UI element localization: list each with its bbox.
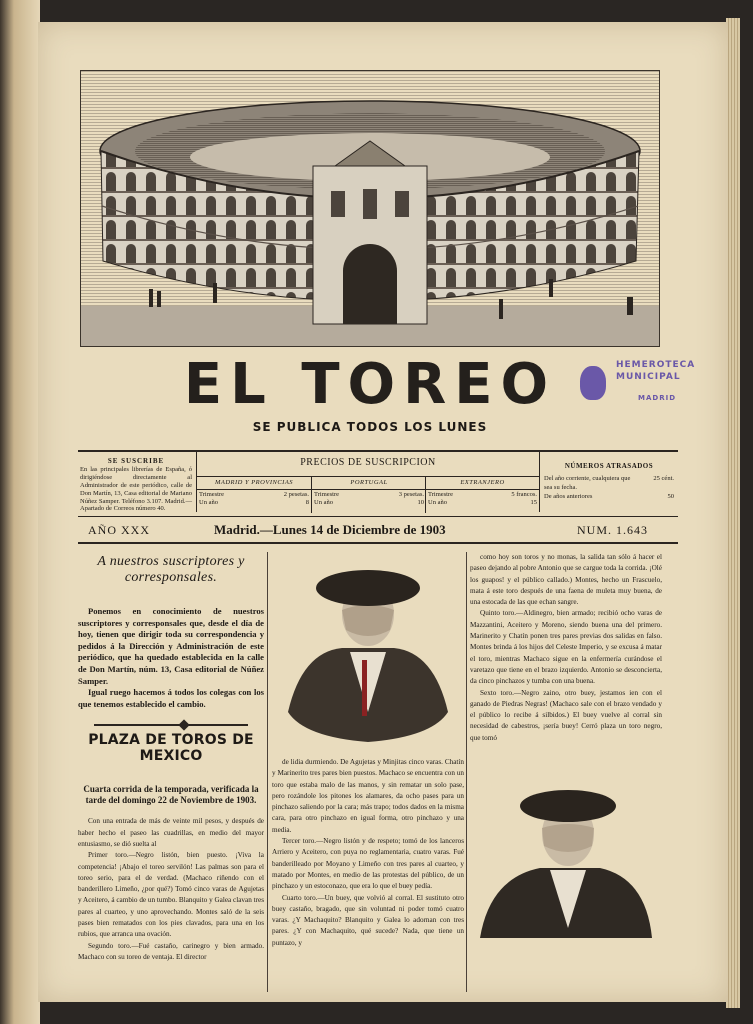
back-issues-label: De años anteriores <box>544 492 593 500</box>
article-paragraph: Segundo toro.—Fué castaño, carinegro y bien armado. Machaco con su toreo de ventaja. El director <box>78 941 264 961</box>
newspaper-subtitle: SE PUBLICA TODOS LOS LUNES <box>252 420 488 434</box>
notice-text: Ponemos en conocimiento de nuestros suscriptores y corresponsales que, desde el día de hoy, tienen que dirigir toda su correspondencia y pedidos á la Dirección y Administración de este periódico, que ha quedado establecida en la calle de Don Martín, núm. 13, Casa editorial de Núñez Samper. <box>78 606 264 686</box>
article-paragraph: Sexto toro.—Negro zaino, otro buey, jestamos ien con el ganado de Piedras Negras! (Machaco sale con el brazo vendado y el público lo recibe á silbidos.) El buey vuelve al corral sin necesidad de cabestros, ¡sería buey! Cerró plaza un toro negro, que tomó <box>470 688 662 742</box>
price-row-value: 8 <box>305 499 309 506</box>
price-column-portugal <box>311 476 426 513</box>
section-divider <box>94 724 248 726</box>
seal-icon <box>580 366 606 400</box>
price-table-heading: PRECIOS DE SUSCRIPCION <box>300 457 436 468</box>
dateline <box>78 520 678 544</box>
newspaper-title: EL TOREO <box>183 352 557 417</box>
price-column-extranjero <box>425 476 539 513</box>
library-stamp <box>578 358 698 408</box>
subscription-text: En las principales librerías de España, ó dirigiéndose directamente al Administrador de este periódico, calle de Don Martín, 13, Casa editorial de Mariano Núñez Samper. Teléfono 3.107. Madrid.—Apartado de Correos número 40. <box>80 466 192 513</box>
price-row-label: Un año <box>428 499 447 506</box>
price-row-value: 3 pesetas. <box>398 491 424 498</box>
back-issues <box>544 462 674 502</box>
back-issues-label: Del año corriente, cualquiera que sea su fecha. <box>544 475 631 492</box>
book-spine-left <box>0 0 40 1024</box>
price-row-value: 15 <box>530 499 537 506</box>
price-row-value: 5 francos. <box>511 491 537 498</box>
issue-date: Madrid.—Lunes 14 de Diciembre de 1903 <box>214 522 446 537</box>
price-column-label: PORTUGAL <box>312 477 426 490</box>
price-row-label: Un año <box>199 499 218 506</box>
article-paragraph: como hoy son toros y no monas, la salida tan sólo á hacer el paseo dejando al pobre Antonio que se cargue toda la corrida. ¡Olé los guapos! y el público callado.) Montes, hecho un Frascuelo, mata á este toro después de una faena de muleta muy buena, de una estocada de las que echan sangre. <box>470 553 662 607</box>
article-subheading: Cuarta corrida de la temporada, verificada la tarde del domingo 22 de Noviembre de 1903. <box>83 784 259 806</box>
matador-portrait-1 <box>272 552 464 752</box>
article-paragraph: de lidia durmiendo. De Agujetas y Minjitas cinco varas. Chatín y Marinerito tres pares bien puestos. Machaco se encuentra con un toro que estaba malo de las manos, y sin rematar un solo pase, pero rozándole los pitones los alamares, da ocho pases para un pinchazo saliendo por la cara; más trapo; todos dados en la misma cara, para otro pinchazo en igual forma, otro pinchazo y una media. <box>272 758 464 834</box>
price-table <box>196 452 540 512</box>
column-rule <box>466 552 467 992</box>
notice-heading: A nuestros suscriptores y corresponsales. <box>97 554 245 585</box>
page-edges-right <box>726 18 740 1008</box>
back-issues-price: 25 cént. <box>653 475 674 483</box>
stamp-line-1: HEMEROTECA <box>616 360 696 370</box>
article-heading: PLAZA DE TOROS DE MEXICO <box>88 732 254 765</box>
column-1 <box>78 552 264 963</box>
stamp-line-2: MUNICIPAL <box>616 372 681 382</box>
article-paragraph: Con una entrada de más de veinte mil pesos, y después de haber hecho el paseo las cuadrillas, en medio del mayor entusiasmo, se dió suelta al <box>78 817 264 848</box>
subscription-info <box>80 457 192 513</box>
price-column-label: MADRID Y PROVINCIAS <box>197 477 311 490</box>
matador-portrait-2 <box>470 758 662 948</box>
price-row-label: Trimestre <box>199 491 225 498</box>
issue-number: NUM. 1.643 <box>576 523 648 537</box>
article-paragraph: Primer toro.—Negro listón, bien puesto. ¡Viva la competencia! ¡Abajo el toreo servilón! Las palmas son para el toreo serio, para el de verdad. (Machaco riñendo con el banderillero Limeño, ¿por qué?) Tomó cinco varas de Agujetas y Aceitero, á cambio de un tumbo. Blanquito y Galea clavan tres pares al cuarteo, y uno aprovechando. Montes saló de la seis pases bien rematados con los pies clavados, para una en los rubios, que arranca una ovación. <box>78 851 264 939</box>
article-paragraph: Quinto toro.—Aldinegro, bien armado; recibió ocho varas de Mazzantini, Aceitero y Moreno, siendo buena una del primero. Marinerito y Chatín ponen tres pares previas dos salidas en falso. Montes brinda á los hijos del Celeste Imperio, y se excusa á matar el toro, mientras Machaco sigue en la enfermería curándose el varetazo que tiene en el brazo izquierdo. Antonio se desconcierta, da cinco pinchazos y tumba con una buena. <box>470 609 662 686</box>
article-paragraph: Tercer toro.—Negro listón y de respeto; tomó de los lanceros Arriero y Aceitero, con puya no reglamentaria, cuatro varas. Fué banderilleado por Moyano y Limeño con tres pares al cuarteo, y matado por Montes, en medio de las protestas del público, de un pinchazo y un estoconazo, que era lo que el buey pedía. <box>272 837 464 891</box>
subscription-heading: SE SUSCRIBE <box>107 457 165 465</box>
column-3 <box>470 552 662 948</box>
price-row-label: Un año <box>314 499 333 506</box>
price-row-value: 10 <box>417 499 424 506</box>
price-row-label: Trimestre <box>428 491 454 498</box>
notice-text-2: Igual ruego hacemos á todos los colegas con los que tenemos establecido el cambio. <box>78 687 264 709</box>
price-column-label: EXTRANJERO <box>426 477 539 490</box>
price-column-madrid <box>197 476 311 513</box>
column-2 <box>272 552 464 949</box>
back-issues-heading: NÚMEROS ATRASADOS <box>564 462 654 470</box>
column-rule <box>267 552 268 992</box>
issue-year: AÑO XXX <box>88 523 150 537</box>
bullring-engraving <box>80 70 660 347</box>
back-issues-price: 50 <box>667 492 674 500</box>
price-row-value: 2 pesetas. <box>283 491 309 498</box>
article-paragraph: Cuarto toro.—Un buey, que volvió al corral. El sustituto otro buey castaño, bragado, que sin voluntad ni poder tomó cuatro varas. ¿Y Machaquito? Blanquito y Galea lo adornan con tres pares. ¿Y con Machaquito, qué sucede? Nada, que tiene un puntazo, y <box>272 893 464 947</box>
stamp-line-3: MADRID <box>638 394 676 402</box>
price-row-label: Trimestre <box>314 491 340 498</box>
